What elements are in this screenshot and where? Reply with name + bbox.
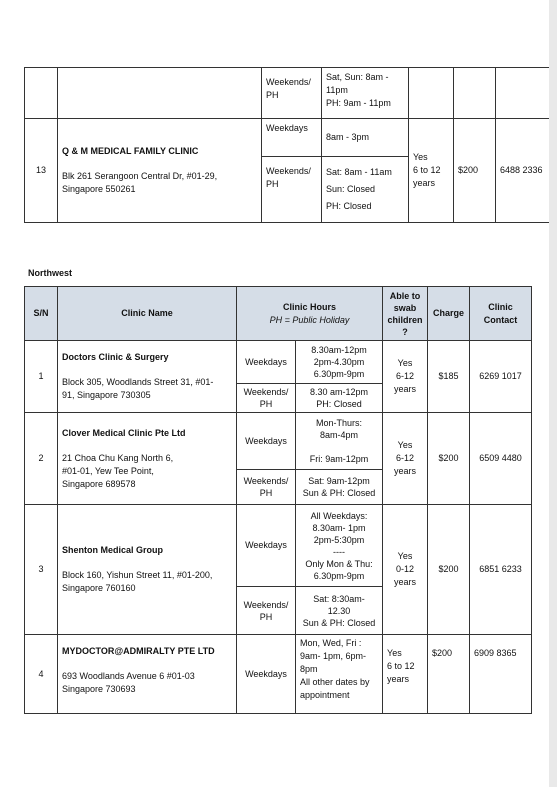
day-type-cell: Weekdays xyxy=(237,505,296,587)
day-type-cell: Weekdays xyxy=(237,635,296,714)
hours-cell: 8.30 am-12pm PH: Closed xyxy=(296,384,383,413)
clinic-name-cell: Clover Medical Clinic Pte Ltd 21 Choa Chu Kang North 6, #01-01, Yew Tee Point, Singapore 689578 xyxy=(58,413,237,505)
day-type-cell: Weekends/ PH xyxy=(262,68,322,119)
sn-cell: 13 xyxy=(25,119,58,223)
hours-cell: Sat: 8:30am- 12.30 Sun & PH: Closed xyxy=(296,587,383,635)
clinic-name-cell: Doctors Clinic & Surgery Block 305, Woodlands Street 31, #01- 91, Singapore 730305 xyxy=(58,341,237,413)
clinic-name-cell: MYDOCTOR@ADMIRALTY PTE LTD 693 Woodlands Avenue 6 #01-03 Singapore 730693 xyxy=(58,635,237,714)
contact-cell: 6488 2336 xyxy=(496,119,557,223)
day-type-cell: Weekends/ PH xyxy=(262,157,322,223)
sn-cell: 2 xyxy=(25,413,58,505)
contact-cell: 6851 6233 xyxy=(470,505,532,635)
clinic-name-cell: Q & M MEDICAL FAMILY CLINIC Blk 261 Serangoon Central Dr, #01-29, Singapore 550261 xyxy=(58,119,262,223)
contact-cell: 6909 8365 xyxy=(470,635,532,714)
day-type-cell: Weekdays xyxy=(237,413,296,470)
day-type-cell: Weekdays xyxy=(262,119,322,157)
top-clinic-table xyxy=(24,67,557,223)
sn-cell: 3 xyxy=(25,505,58,635)
swab-cell: Yes 6-12 years xyxy=(383,341,428,413)
section-title: Northwest xyxy=(28,268,73,278)
header-sn: S/N xyxy=(25,287,58,341)
day-type-cell: Weekends/ PH xyxy=(237,470,296,505)
hours-cell: All Weekdays: 8.30am- 1pm 2pm-5:30pm ---- Only Mon & Thu: 6.30pm-9pm xyxy=(296,505,383,587)
charge-cell: $185 xyxy=(428,341,470,413)
day-type-cell: Weekdays xyxy=(237,341,296,384)
table-header-row xyxy=(25,287,532,341)
hours-cell: Sat, Sun: 8am - 11pm PH: 9am - 11pm xyxy=(322,68,409,119)
header-clinic-hours: Clinic Hours PH = Public Holiday xyxy=(237,287,383,341)
sn-cell: 4 xyxy=(25,635,58,714)
table-row xyxy=(25,635,532,714)
hours-cell: 8.30am-12pm 2pm-4.30pm 6.30pm-9pm xyxy=(296,341,383,384)
header-contact: Clinic Contact xyxy=(470,287,532,341)
contact-cell: 6269 1017 xyxy=(470,341,532,413)
northwest-clinic-table xyxy=(24,286,532,714)
hours-cell: Sat: 9am-12pm Sun & PH: Closed xyxy=(296,470,383,505)
charge-cell: $200 xyxy=(428,413,470,505)
table-row xyxy=(25,68,557,119)
swab-cell: Yes 6 to 12 years xyxy=(409,119,454,223)
day-type-cell: Weekends/ PH xyxy=(237,587,296,635)
charge-cell: $200 xyxy=(454,119,496,223)
hours-cell: Mon, Wed, Fri : 9am- 1pm, 6pm- 8pm All other dates by appointment xyxy=(296,635,383,714)
charge-cell: $200 xyxy=(428,505,470,635)
hours-cell: Mon-Thurs: 8am-4pm Fri: 9am-12pm xyxy=(296,413,383,470)
hours-cell: Sat: 8am - 11am Sun: Closed PH: Closed xyxy=(322,157,409,223)
table-row xyxy=(25,505,532,587)
swab-cell: Yes 6 to 12 years xyxy=(383,635,428,714)
swab-cell: Yes 6-12 years xyxy=(383,413,428,505)
table-row xyxy=(25,341,532,384)
hours-cell: 8am - 3pm xyxy=(322,119,409,157)
charge-cell: $200 xyxy=(428,635,470,714)
header-charge: Charge xyxy=(428,287,470,341)
swab-cell: Yes 0-12 years xyxy=(383,505,428,635)
scrollbar-track[interactable] xyxy=(549,0,557,787)
header-clinic-name: Clinic Name xyxy=(58,287,237,341)
table-row xyxy=(25,119,557,157)
contact-cell: 6509 4480 xyxy=(470,413,532,505)
clinic-name-cell: Shenton Medical Group Block 160, Yishun Street 11, #01-200, Singapore 760160 xyxy=(58,505,237,635)
table-row xyxy=(25,413,532,470)
sn-cell: 1 xyxy=(25,341,58,413)
day-type-cell: Weekends/ PH xyxy=(237,384,296,413)
header-swab: Able to swab children ? xyxy=(383,287,428,341)
